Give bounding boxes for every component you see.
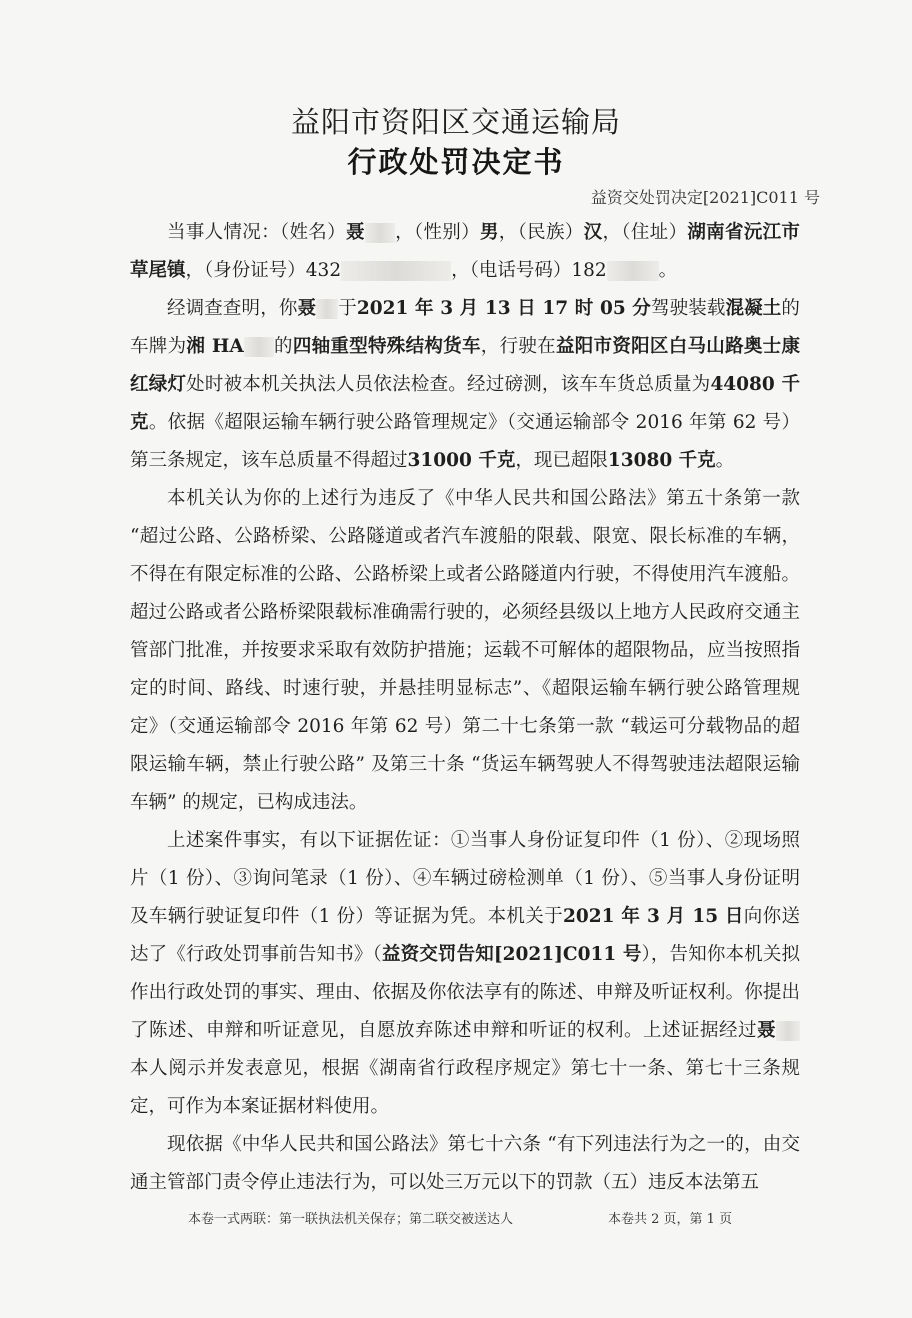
redaction	[316, 299, 338, 319]
overweight-amount: 13080 千克	[607, 450, 716, 471]
party-id: 432	[305, 260, 342, 281]
incident-location: 益阳市资阳区白马山路奥士康红绿灯	[130, 336, 800, 395]
document-title: 行政处罚决定书	[347, 145, 565, 179]
footer-copies-note: 本卷一式两联：第一联执法机关保存；第二联交被送达人	[188, 1212, 514, 1227]
facts-paragraph: 经调查查明，你聂 于2021 年 3 月 13 日 17 时 05 分驾驶装载混凝土的车牌为湘 HA 的四轴重型特殊结构货车，行驶在益阳市资阳区白马山路奥士康红绿灯处时被本机关执法人员依法检查。经过磅测，该车车货总质量为44080 千克。依据《超限运输车辆行驶公路管理规定》（交通运输部令 2016 年第 62 号）第三条规定，该车总质量不得超过31000 千克，现已超限13080 千克。	[130, 298, 800, 471]
party-name: 聂	[345, 222, 365, 243]
decision-paragraph: 现依据《中华人民共和国公路法》第七十六条 “有下列违法行为之一的，由交通主管部门责令停止违法行为，可以处三万元以下的罚款（五）违反本法第五	[130, 1134, 800, 1193]
evidence-paragraph: 上述案件事实，有以下证据佐证：①当事人身份证复印件（1 份）、②现场照片（1 份）、③询问笔录（1 份）、④车辆过磅检测单（1 份）、⑤当事人身份证明及车辆行驶证复印件（1 份）等证据为凭。本机关于2021 年 3 月 15 日向你送达了《行政处罚事前告知书》（益资交罚告知[2021]C011 号），告知你本机关拟作出行政处罚的事实、理由、依据及你依法享有的陈述、申辩及听证权利。你提出了陈述、申辩和听证意见，自愿放弃陈述申辩和听证的权利。上述证据经过聂本人阅示并发表意见，根据《湖南省行政程序规定》第七十一条、第七十三条规定，可作为本案证据材料使用。	[130, 830, 800, 1117]
incident-datetime: 2021 年 3 月 13 日 17 时 05 分	[356, 298, 651, 319]
party-paragraph: 当事人情况：（姓名）聂 ，（性别）男，（民族）汉，（住址）湖南省沅江市草尾镇，（身份证号）432 ，（电话号码）182 。	[130, 222, 800, 281]
redaction	[341, 261, 451, 281]
redaction	[365, 223, 395, 243]
redaction	[244, 337, 274, 357]
document-body	[130, 214, 800, 1202]
party-address: 湖南省沅江市草尾镇	[130, 222, 800, 281]
party-phone: 182	[571, 260, 607, 281]
license-plate: 湘 HA	[186, 336, 244, 357]
document-number: 益资交处罚决定[2021]C011 号	[590, 188, 820, 207]
gross-weight: 44080 千克	[130, 374, 800, 433]
violation-paragraph: 本机关认为你的上述行为违反了《中华人民共和国公路法》第五十条第一款 “超过公路、公路桥梁、公路隧道或者汽车渡船的限载、限宽、限长标准的车辆，不得在有限定标准的公路、公路桥梁上或者公路隧道内行驶，不得使用汽车渡船。超过公路或者公路桥梁限载标准确需行驶的，必须经县级以上地方人民政府交通主管部门批准，并按要求采取有效防护措施；运载不可解体的超限物品，应当按照指定的时间、路线、时速行驶，并悬挂明显标志”、《超限运输车辆行驶公路管理规定》（交通运输部令 2016 年第 62 号）第二十七条第一款 “载运可分载物品的超限运输车辆，禁止行驶公路” 及第三十条 “货运车辆驾驶人不得驾驶违法超限运输车辆” 的规定，已构成违法。	[130, 488, 800, 813]
redaction	[776, 1021, 800, 1041]
organization-title: 益阳市资阳区交通运输局	[290, 105, 621, 139]
redaction	[607, 261, 659, 281]
footer-page-number: 本卷共 2 页，第 1 页	[608, 1212, 733, 1227]
